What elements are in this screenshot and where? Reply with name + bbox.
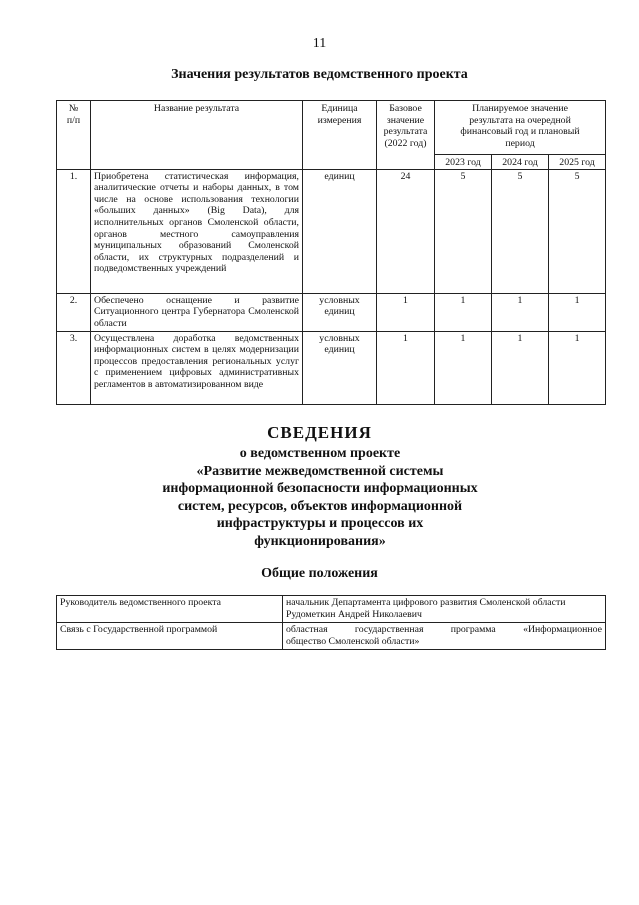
subheading-line: о ведомственном проекте [239,446,401,461]
table-row [57,331,606,404]
subheading-line: инфраструктуры и процессов их [216,516,424,532]
general-provisions-table [56,595,606,650]
row-num: 3. [57,331,91,404]
provision-value [283,623,606,650]
row-name: Приобретена статистическая информация, аналитические отчеты и наборы данных, в том числе на основе использования технологии «больших данных» (Big Data), для исполнительных органов Смоленской области, органов местного самоуправления муниципальных образований Смоленской области, их структурных подразделений и подведомственных учреждений [91,169,303,293]
row-2025: 1 [549,331,606,404]
row-name: Осуществлена доработка ведомственных информационных систем в целях модернизации процессов предоставления региональных услуг с применением цифровых административных регламентов в автоматизированном виде [91,331,303,404]
table-row [57,623,606,650]
provision-label: Руководитель ведомственного проекта [57,596,283,623]
row-base: 24 [377,169,435,293]
provision-value-line: начальник Департамента цифрового развития Смоленской области [286,597,566,608]
header-2023: 2023 год [435,155,492,170]
provision-value-line: областная государственная программа «Информационное [286,624,602,635]
results-table [56,100,606,405]
project-subheading [110,445,530,551]
header-name: Название результата [91,101,303,170]
row-2024: 1 [492,293,549,331]
row-2024: 5 [492,169,549,293]
info-heading: СВЕДЕНИЯ [267,423,372,442]
subheading-line: «Развитие межведомственной системы [196,463,444,479]
table-row [57,596,606,623]
table-row [57,293,606,331]
general-provisions-title: Общие положения [261,566,378,581]
results-table-title: Значения результатов ведомственного проекта [171,67,468,82]
header-planned: Планируемое значение результата на очередной финансовый год и плановый период [435,101,606,155]
provision-value [283,596,606,623]
header-num: № п/п [57,101,91,170]
row-unit: единиц [303,169,377,293]
header-unit: Единица измерения [303,101,377,170]
row-base: 1 [377,293,435,331]
subheading-line: функционирования» [254,533,386,549]
row-2025: 1 [549,293,606,331]
row-2025: 5 [549,169,606,293]
row-2023: 1 [435,331,492,404]
table-row [57,169,606,293]
header-2024: 2024 год [492,155,549,170]
row-num: 1. [57,169,91,293]
row-unit: условных единиц [303,331,377,404]
provision-value-line: Рудометкин Андрей Николаевич [286,608,422,620]
row-num: 2. [57,293,91,331]
header-2025: 2025 год [549,155,606,170]
row-base: 1 [377,331,435,404]
row-2024: 1 [492,331,549,404]
row-2023: 5 [435,169,492,293]
row-2023: 1 [435,293,492,331]
page-number: 11 [312,36,327,51]
provision-label: Связь с Государственной программой [57,623,283,650]
row-unit: условных единиц [303,293,377,331]
subheading-line: информационной безопасности информационных [162,481,478,497]
header-base: Базовое значение результата (2022 год) [377,101,435,170]
provision-value-line: общество Смоленской области» [286,635,420,647]
row-name: Обеспечено оснащение и развитие Ситуационного центра Губернатора Смоленской области [91,293,303,331]
subheading-line: систем, ресурсов, объектов информационной [177,498,463,514]
